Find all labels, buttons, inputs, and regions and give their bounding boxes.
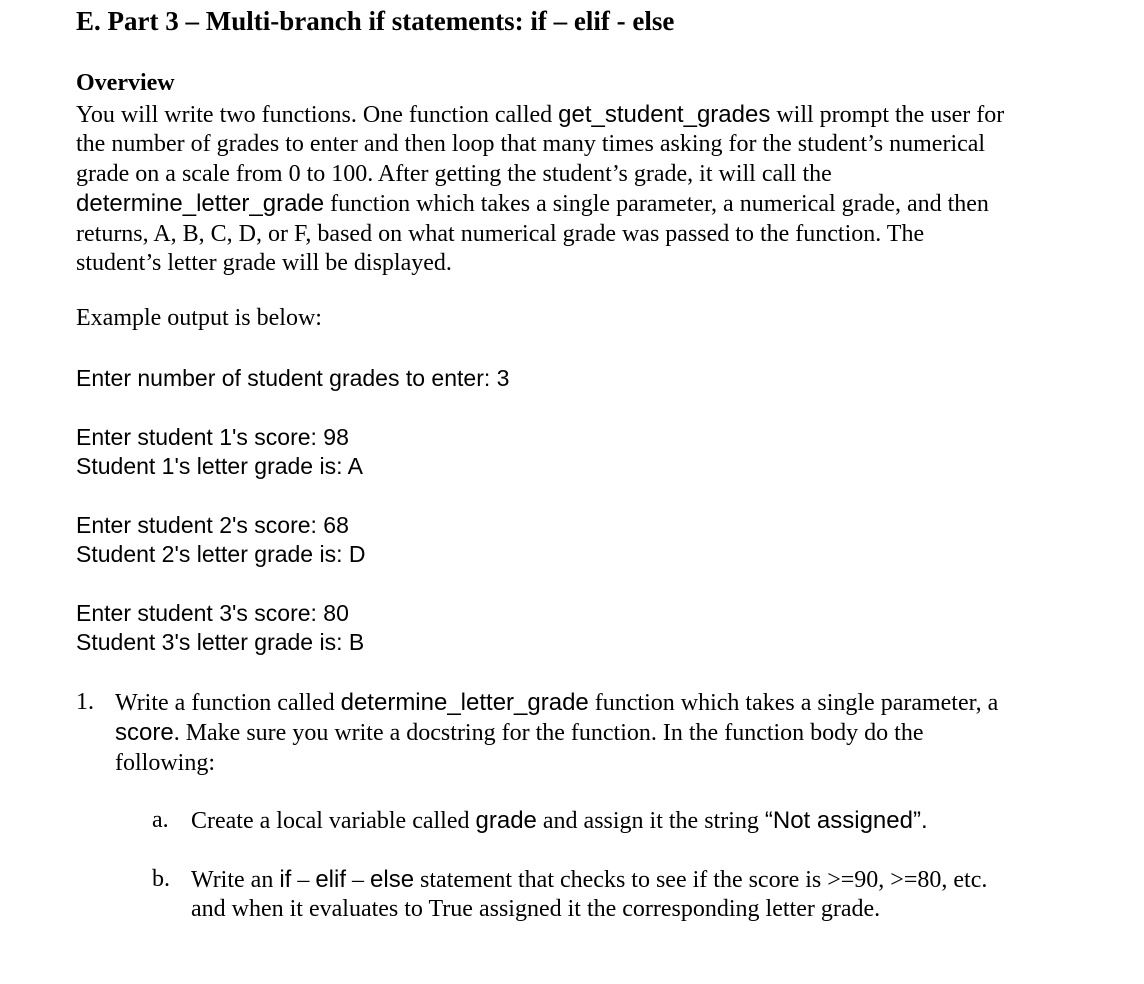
item-text: Write a function called — [115, 690, 341, 716]
code-function-name: determine_letter_grade — [76, 190, 325, 218]
overview-line: the number of grades to enter and then loop that many times asking for the student’s numerical — [76, 131, 986, 158]
sample-output-line: Student 1's letter grade is: A — [76, 453, 363, 479]
sample-output-line: Enter student 2's score: 68 — [76, 512, 349, 538]
item-text: statement that checks to see if the score is >=90, >=80, etc. — [414, 867, 988, 893]
code-variable-name: grade — [475, 807, 537, 834]
item-text: – — [346, 867, 371, 893]
list-item-text — [191, 806, 1111, 836]
overview-text: function which takes a single parameter, a numerical grade, and then — [324, 191, 989, 218]
overview-line — [76, 100, 1076, 130]
sample-output-block — [76, 423, 363, 481]
overview-title: Overview — [76, 70, 175, 96]
overview-line: student’s letter grade will be displayed. — [76, 250, 452, 277]
list-letter: a. — [152, 807, 169, 833]
list-item-text — [191, 865, 1111, 925]
code-function-name: get_student_grades — [558, 101, 771, 128]
code-function-name: determine_letter_grade — [340, 689, 589, 716]
code-parameter-name: score — [115, 719, 174, 747]
item-line — [191, 806, 1111, 836]
item-line — [115, 688, 1105, 718]
code-keyword: if — [279, 866, 292, 893]
item-line — [115, 718, 1105, 748]
overview-text: will prompt the user for — [770, 102, 1005, 128]
sample-output-line: Enter number of student grades to enter: 3 — [76, 365, 510, 391]
overview-line: returns, A, B, C, D, or F, based on what numerical grade was passed to the function. The — [76, 220, 925, 247]
sample-output-line: Student 3's letter grade is: B — [76, 629, 365, 655]
item-text: Write an — [191, 867, 280, 893]
item-text: Create a local variable called — [191, 808, 476, 834]
example-intro: Example output is below: — [76, 305, 322, 331]
sample-output-line: Student 2's letter grade is: D — [76, 541, 366, 567]
sample-output-line: Enter student 1's score: 98 — [76, 424, 349, 450]
code-keyword: else — [370, 866, 415, 893]
section-heading: E. Part 3 – Multi-branch if statements: if – elif - else — [76, 6, 675, 36]
item-line: and when it evaluates to True assigned it the corresponding letter grade. — [191, 896, 881, 923]
list-number: 1. — [76, 689, 94, 715]
item-text: function which takes a single parameter, a — [588, 690, 999, 716]
sample-output-line: Enter student 3's score: 80 — [76, 600, 349, 626]
item-line: following: — [115, 749, 215, 776]
overview-line: grade on a scale from 0 to 100. After getting the student’s grade, it will call the — [76, 160, 832, 187]
list-letter: b. — [152, 866, 170, 892]
sample-output-block — [76, 511, 366, 569]
overview-paragraph — [76, 100, 1076, 278]
item-text: – — [291, 867, 316, 893]
item-line — [191, 865, 1111, 895]
item-text: . Make sure you write a docstring for the function. In the function body do the — [173, 720, 924, 747]
overview-line — [76, 189, 1076, 219]
item-text: and assign it the string — [536, 808, 765, 834]
code-string-literal: “Not assigned”. — [764, 807, 928, 834]
sample-output-block — [76, 599, 364, 657]
list-item-text — [115, 688, 1105, 778]
overview-text: You will write two functions. One function called — [76, 102, 559, 128]
code-keyword: elif — [315, 866, 347, 893]
